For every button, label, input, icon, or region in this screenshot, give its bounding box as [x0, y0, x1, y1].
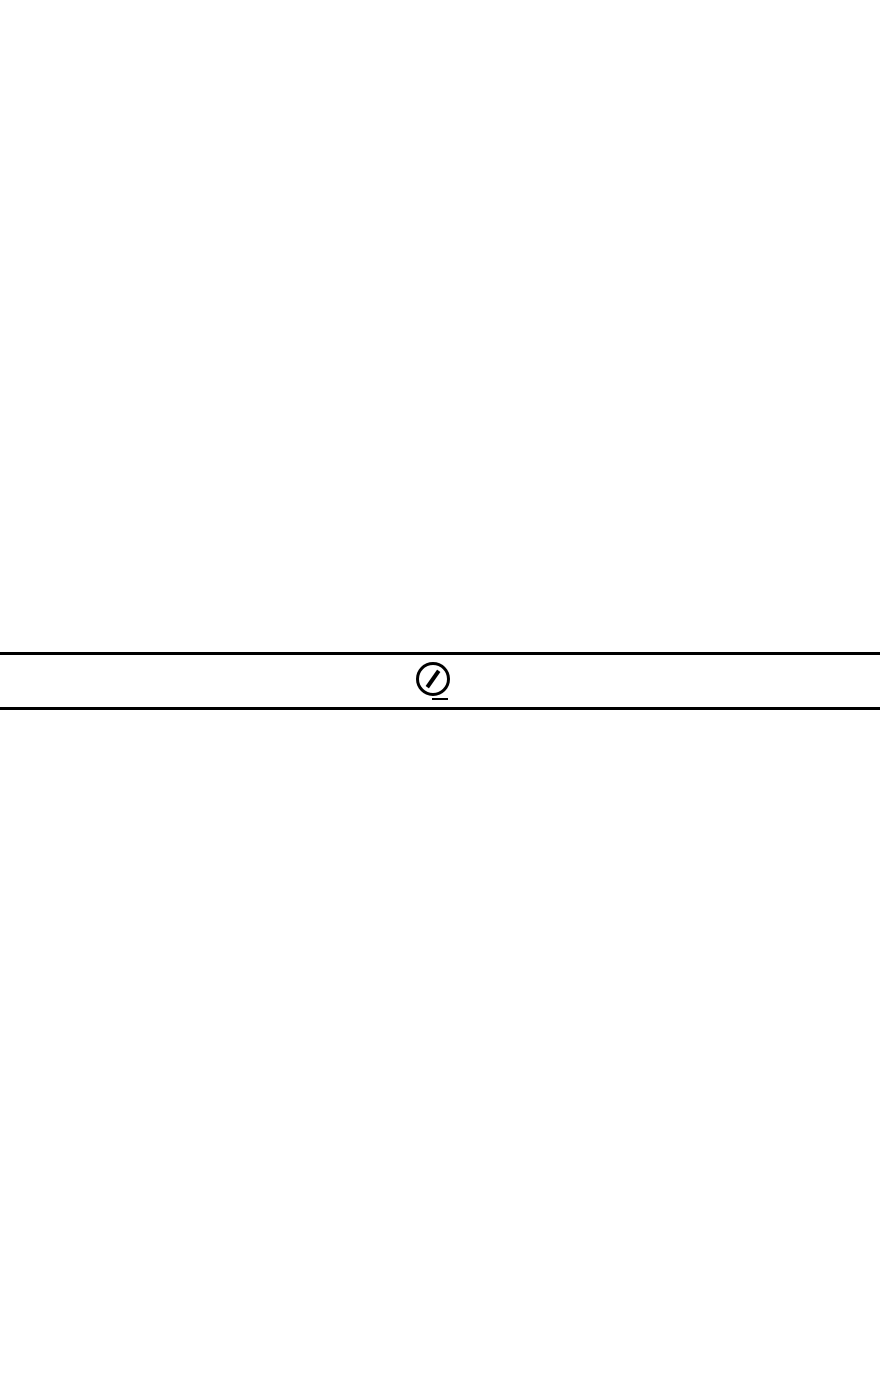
- hammer-icon: [416, 662, 450, 696]
- page-header: [0, 0, 880, 24]
- home-service-guide-section: [0, 712, 880, 1390]
- banner-deadline: [432, 698, 448, 700]
- banner-title: [402, 662, 478, 696]
- home-service-guide-banner: [0, 652, 880, 710]
- classified-help-wanted-section: [0, 26, 880, 650]
